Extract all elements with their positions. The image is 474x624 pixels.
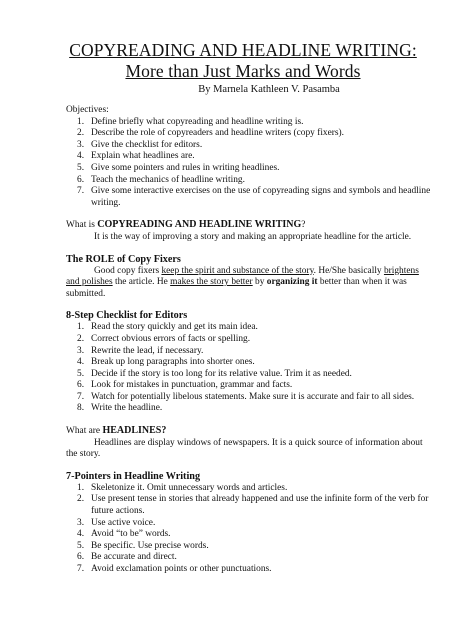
title-line-2: More than Just Marks and Words <box>125 61 361 81</box>
list-item: 6. Look for mistakes in punctuation, grammar and facts. <box>66 380 434 392</box>
role-underline: makes the story better <box>170 277 253 288</box>
pointer-text: Skeletonize it. Omit unnecessary words and articles. <box>91 482 288 493</box>
objective-text: Teach the mechanics of headline writing. <box>91 174 245 185</box>
list-item: 5. Be specific. Use precise words. <box>66 541 434 553</box>
role-body <box>66 266 434 301</box>
pointer-text: Avoid exclamation points or other punctuations. <box>91 564 272 574</box>
pointer-text: Avoid “to be” words. <box>91 529 171 540</box>
what-is-bold: COPYREADING AND HEADLINE WRITING <box>97 219 302 231</box>
pointer-text: Use active voice. <box>91 517 156 528</box>
role-text: by <box>252 277 267 288</box>
pointers-heading: 7-Pointers in Headline Writing <box>66 470 201 482</box>
headlines-bold: HEADLINES? <box>102 425 167 437</box>
what-is-suffix: ? <box>301 220 306 231</box>
title-line-1: COPYREADING AND HEADLINE WRITING: <box>69 40 417 60</box>
pointer-text: Be specific. Use precise words. <box>91 540 209 551</box>
objective-text: Give the checklist for editors. <box>91 139 203 150</box>
byline: By Marnela Kathleen V. Pasamba <box>198 84 340 95</box>
list-item: 5. Give some pointers and rules in writing headlines. <box>66 163 434 175</box>
list-item: 5. Decide if the story is too long for its relative value. Trim it as needed. <box>66 369 434 381</box>
objective-text: Give some pointers and rules in writing headlines. <box>91 162 280 173</box>
checklist-text: Break up long paragraphs into shorter ones. <box>91 357 255 368</box>
role-heading: The ROLE of Copy Fixers <box>66 253 181 265</box>
list-item: 1. Skeletonize it. Omit unnecessary words and articles. <box>66 483 434 495</box>
objective-text: Give some interactive exercises on the use of copyreading signs and symbols and headline writing. <box>91 186 431 208</box>
list-item: 1. Read the story quickly and get its main idea. <box>66 322 434 334</box>
checklist-text: Look for mistakes in punctuation, grammar and facts. <box>91 380 293 391</box>
list-item: 2. Use present tense in stories that already happened and use the infinite form of the verb for future actions. <box>66 494 434 517</box>
role-text: the article. He <box>112 277 171 288</box>
list-item: 3. Rewrite the lead, if necessary. <box>66 346 434 358</box>
checklist-text: Write the headline. <box>91 403 163 414</box>
list-item: 7. Watch for potentially libelous statements. Make sure it is accurate and fair to all sides. <box>66 392 434 404</box>
role-text: . He/She basically <box>313 265 384 276</box>
list-item: 8. Write the headline. <box>66 403 434 415</box>
list-item: 4. Avoid “to be” words. <box>66 529 434 541</box>
headlines-body: Headlines are display windows of newspapers. It is a quick source of information about the story. <box>66 437 423 460</box>
list-item: 3. Give the checklist for editors. <box>66 140 434 152</box>
objectives-list <box>66 117 434 210</box>
checklist-heading: 8-Step Checklist for Editors <box>66 310 188 322</box>
objectives-section <box>66 105 434 576</box>
what-is-question <box>66 219 434 232</box>
pointer-text: Be accurate and direct. <box>91 552 177 563</box>
checklist-text: Rewrite the lead, if necessary. <box>91 345 204 356</box>
list-item: 4. Break up long paragraphs into shorter ones. <box>66 357 434 369</box>
objective-text: Define briefly what copyreading and headline writing is. <box>91 116 304 127</box>
role-text: better than when it was submitted. <box>66 277 407 299</box>
list-item: 2. Correct obvious errors of facts or spelling. <box>66 334 434 346</box>
role-underline: brightens and polishes <box>66 265 419 288</box>
role-underline: keep the spirit and substance of the story <box>161 265 314 276</box>
objective-text: Explain what headlines are. <box>91 151 195 162</box>
checklist-text: Read the story quickly and get its main idea. <box>91 322 258 333</box>
headlines-prefix: What are <box>66 426 103 437</box>
checklist-text: Watch for potentially libelous statements. Make sure it is accurate and fair to all sides. <box>91 391 415 402</box>
what-is-prefix: What is <box>66 220 98 231</box>
list-item: 1. Define briefly what copyreading and headline writing is. <box>66 117 434 129</box>
list-item: 7. Give some interactive exercises on the use of copyreading signs and symbols and headline writing. <box>66 186 434 209</box>
pointers-list <box>66 483 434 576</box>
checklist-list <box>66 322 434 415</box>
checklist-text: Correct obvious errors of facts or spelling. <box>91 333 251 344</box>
list-item: 3. Use active voice. <box>66 518 434 530</box>
pointer-text: Use present tense in stories that already happened and use the infinite form of the verb for future actions. <box>91 494 429 517</box>
list-item: 2. Describe the role of copyreaders and headline writers (copy fixers). <box>66 128 434 140</box>
list-item: 6. Teach the mechanics of headline writing. <box>66 175 434 187</box>
checklist-text: Decide if the story is too long for its relative value. Trim it as needed. <box>91 368 352 379</box>
role-text: Good copy fixers <box>94 265 162 276</box>
objectives-label: Objectives: <box>66 105 109 115</box>
list-item: 7. Avoid exclamation points or other punctuations. <box>66 564 434 576</box>
what-is-body: It is the way of improving a story and making an appropriate headline for the article. <box>94 231 412 242</box>
list-item: 4. Explain what headlines are. <box>66 151 434 163</box>
role-bold: organizing it <box>266 277 318 288</box>
objective-text: Describe the role of copyreaders and headline writers (copy fixers). <box>91 128 345 139</box>
list-item: 6. Be accurate and direct. <box>66 552 434 564</box>
headlines-question <box>66 425 434 438</box>
